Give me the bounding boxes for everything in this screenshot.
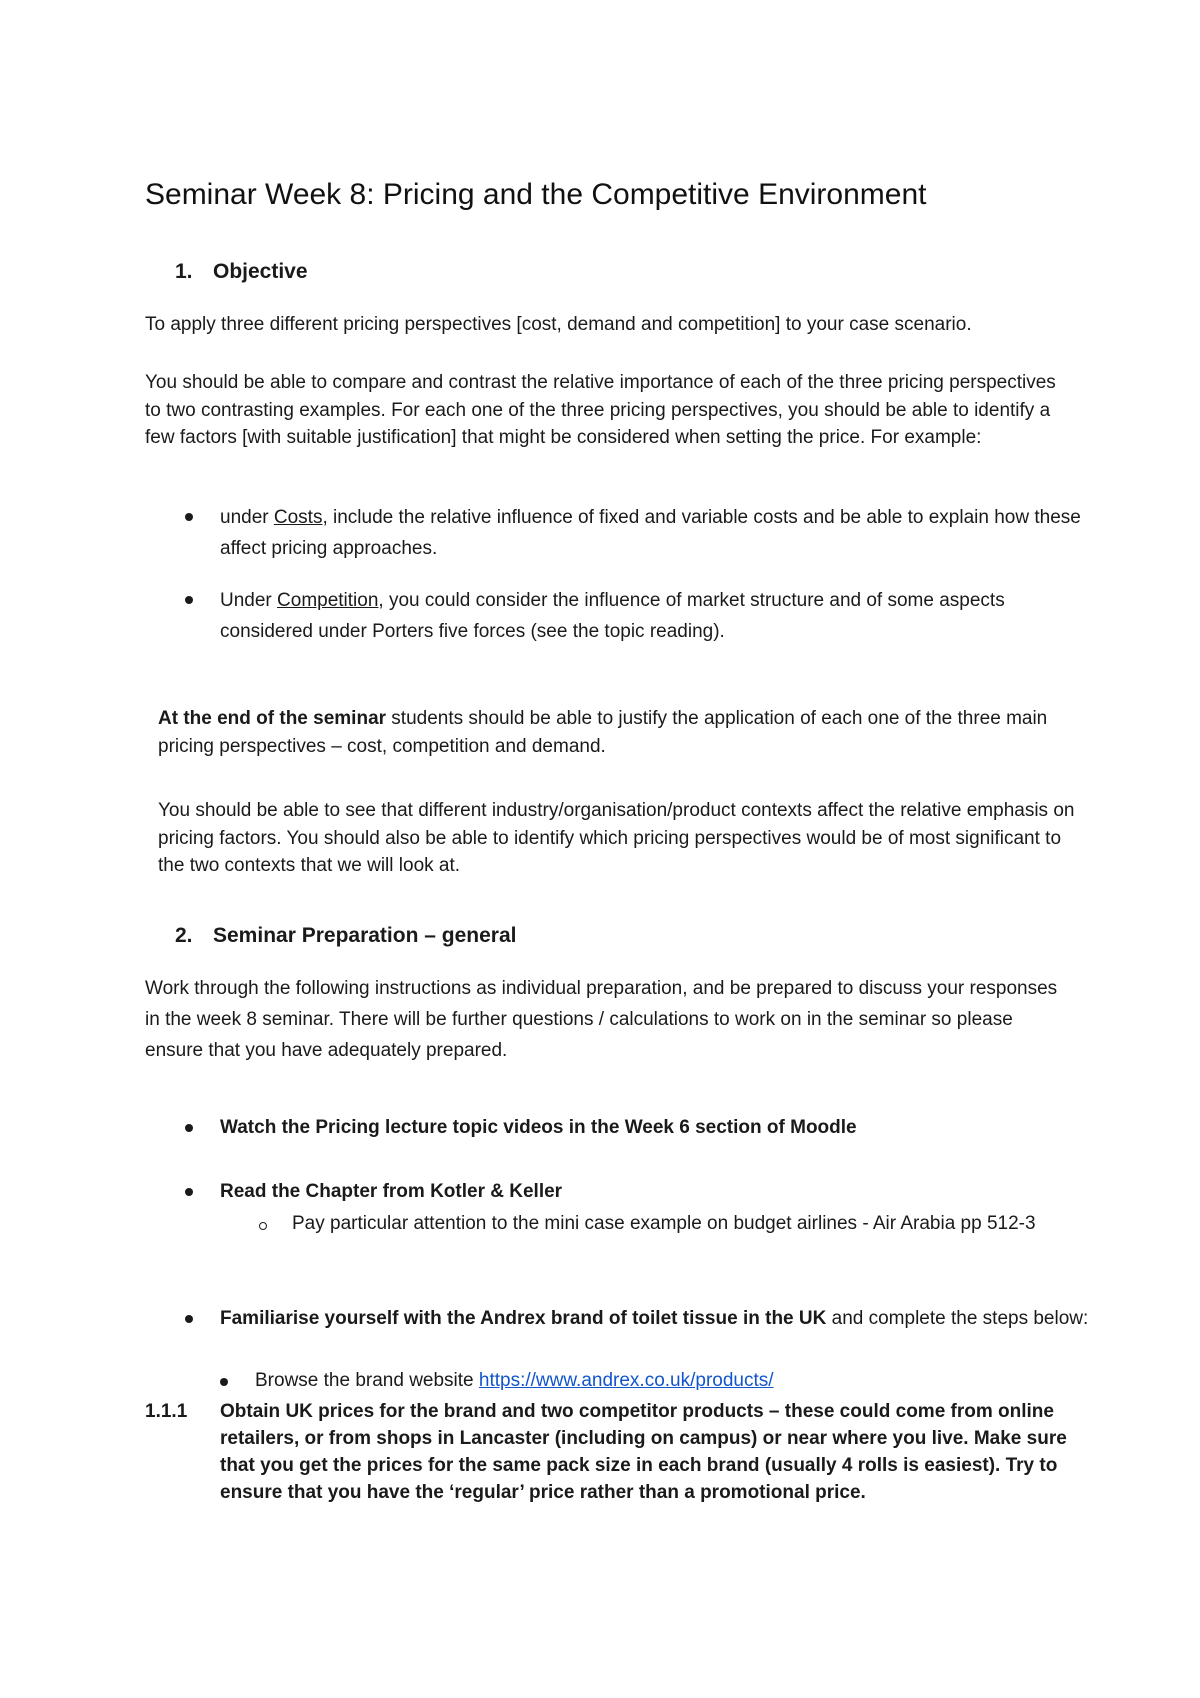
competition-bullet-pre: Under [220, 590, 278, 611]
competition-bullet-text: , you could consider the influence of market structure and of some aspects considered under Porters five forces (see the topic reading). [220, 590, 1005, 642]
sub-bullet-icon [259, 1222, 267, 1230]
costs-bullet [220, 502, 1100, 564]
section-2-heading [175, 921, 516, 951]
costs-term: Costs [273, 507, 323, 528]
andrex-website-link[interactable]: https://www.andrex.co.uk/products/ [478, 1370, 774, 1391]
andrex-bullet [220, 1305, 1100, 1333]
competition-term: Competition [277, 590, 379, 611]
bullet-icon [185, 1124, 193, 1132]
bullet-icon [185, 1188, 193, 1196]
bullet-icon [185, 596, 193, 604]
preparation-paragraph: Work through the following instructions as individual preparation, and be prepared to discuss your responses in the week 8 seminar. There will be further questions / calculations to work on in the seminar so please ensure that you have adequately prepared. [145, 978, 1058, 1061]
obtain-prices-step: Obtain UK prices for the brand and two competitor products – these could come from online retailers, or from shops in Lancaster (including on campus) or near where you live. Make sure that you get the prices for the same pack size in each brand (usually 4 rolls is easiest). Try to ensure that you have the ‘regular’ price rather than a promotional price. [220, 1401, 1067, 1503]
read-chapter-bullet: Read the Chapter from Kotler & Keller [220, 1181, 563, 1202]
section-1-number: 1. [175, 260, 193, 283]
air-arabia-sub-bullet: Pay particular attention to the mini case example on budget airlines - Air Arabia pp 512-3 [292, 1213, 1036, 1234]
page-title: Seminar Week 8: Pricing and the Competitive Environment [145, 178, 927, 211]
bullet-icon [220, 1378, 228, 1386]
bullet-icon [185, 513, 193, 521]
objective-paragraph-1: To apply three different pricing perspectives [cost, demand and competition] to your case scenario. [145, 314, 972, 335]
seminar-outcome-paragraph [158, 705, 1058, 760]
browse-website-item [255, 1367, 774, 1395]
objective-paragraph-2: You should be able to compare and contrast the relative importance of each of the three pricing perspectives to two contrasting examples. For each one of the three pricing perspectives, you should be able to identify a few factors [with suitable justification] that might be considered when setting the price. For example: [145, 372, 1056, 449]
costs-bullet-text: , include the relative influence of fixed and variable costs and be able to explain how these affect pricing approaches. [220, 507, 1081, 559]
seminar-outcome-text: students should be able to justify the application of each one of the three main pricing perspectives – cost, competition and demand. [158, 708, 1048, 757]
competition-bullet [220, 585, 1100, 647]
context-paragraph: You should be able to see that different industry/organisation/product contexts affect the relative emphasis on pricing factors. You should also be able to identify which pricing perspectives would be of most significant to the two contexts that we will look at. [158, 800, 1075, 877]
seminar-outcome-lead: At the end of the seminar [158, 708, 387, 729]
step-number: 1.1.1 [145, 1401, 188, 1422]
browse-website-text: Browse the brand website [255, 1370, 479, 1391]
watch-videos-bullet: Watch the Pricing lecture topic videos in the Week 6 section of Moodle [220, 1117, 857, 1138]
section-2-number: 2. [175, 924, 193, 947]
costs-bullet-pre: under [220, 507, 274, 528]
section-1-title: Objective [213, 260, 308, 283]
bullet-icon [185, 1315, 193, 1323]
section-2-title: Seminar Preparation – general [213, 924, 517, 947]
section-1-heading [175, 257, 308, 287]
andrex-bullet-text: and complete the steps below: [826, 1308, 1089, 1329]
andrex-bullet-lead: Familiarise yourself with the Andrex brand of toilet tissue in the UK [220, 1308, 827, 1329]
